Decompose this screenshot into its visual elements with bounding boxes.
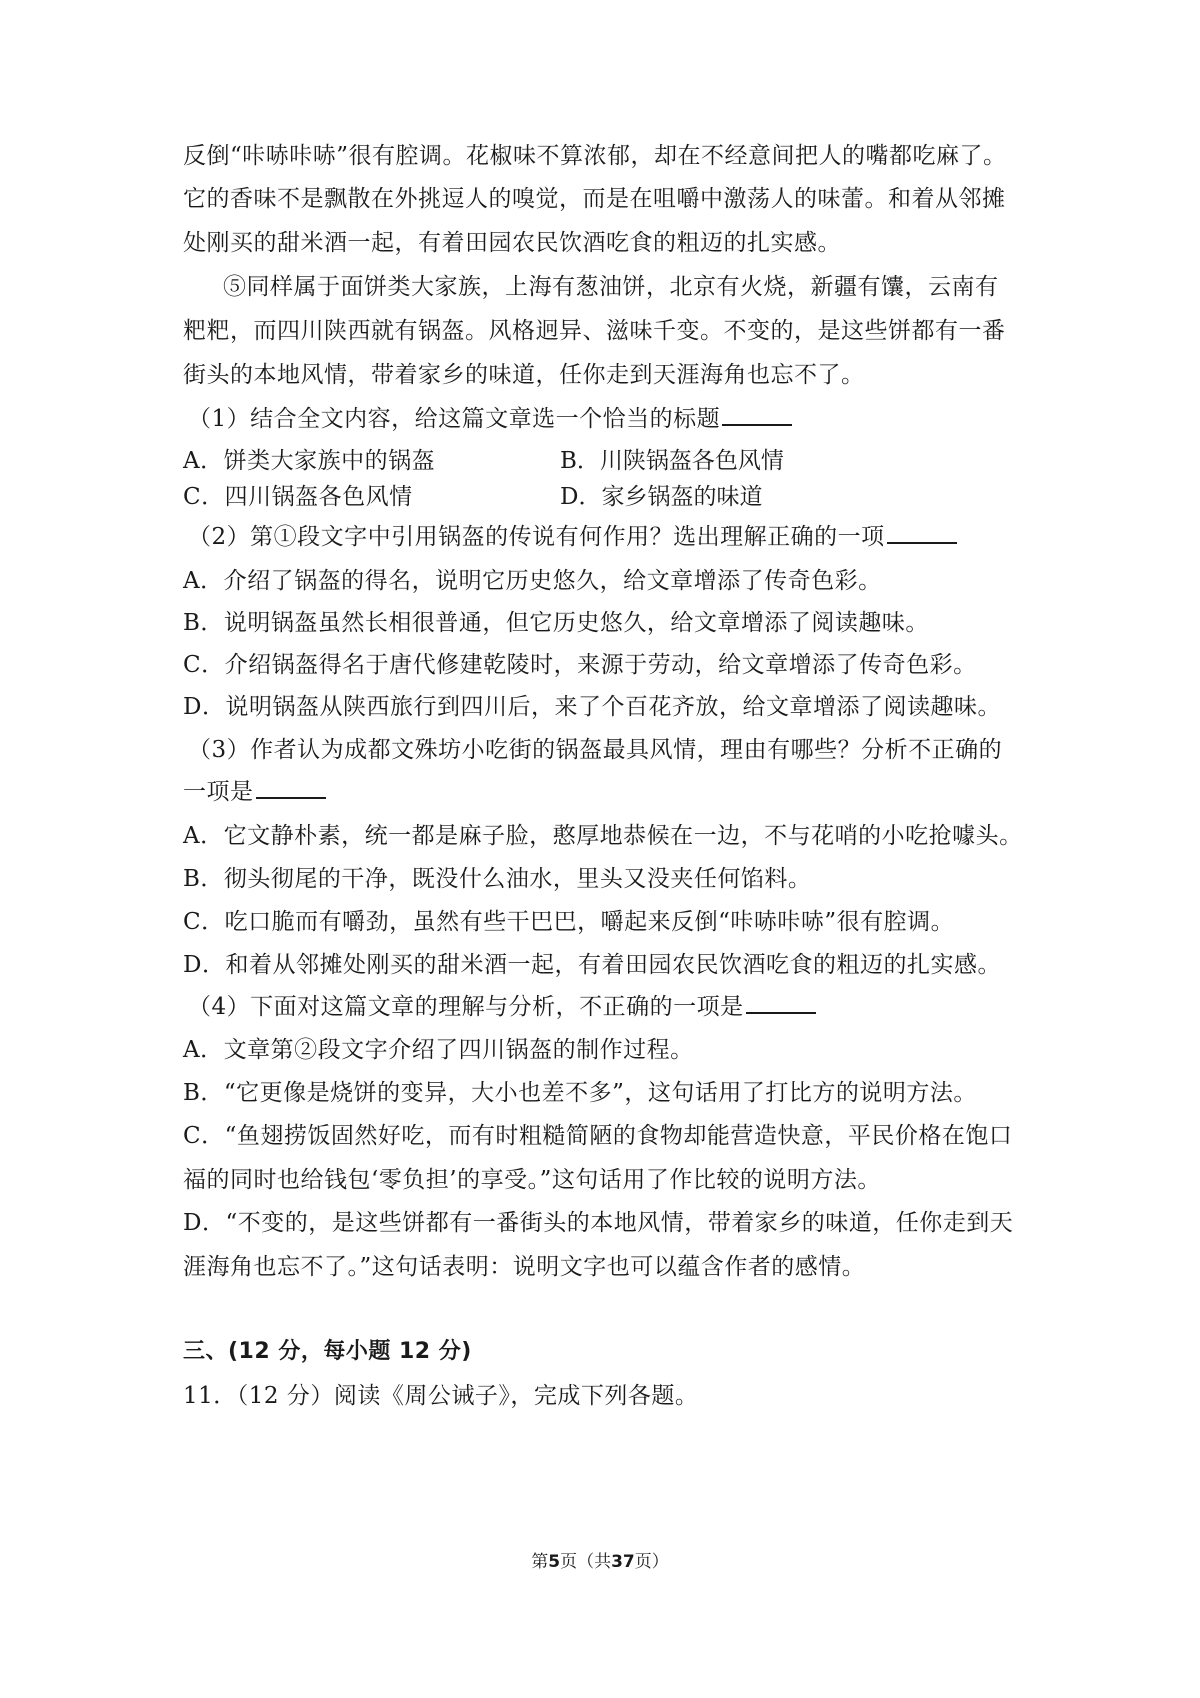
passage-line: 街头的本地风情，带着家乡的味道，任你走到天涯海角也忘不了。 <box>183 362 865 388</box>
q1-option-c: C．四川锅盔各色风情 <box>183 484 413 510</box>
answer-blank[interactable] <box>887 520 957 544</box>
passage-line: 粑粑，而四川陕西就有锅盔。风格迥异、滋味千变。不变的，是这些饼都有一番 <box>183 318 1006 344</box>
q4-option-c-cont: 福的同时也给钱包‘零负担’的享受。”这句话用了作比较的说明方法。 <box>183 1167 881 1193</box>
q1-option-b: B．川陕锅盔各色风情 <box>560 448 784 474</box>
question-3-stem: （3）作者认为成都文殊坊小吃街的锅盔最具风情，理由有哪些？分析不正确的 <box>188 737 1003 763</box>
q1-option-d: D．家乡锅盔的味道 <box>560 484 763 510</box>
q4-option-a: A．文章第②段文字介绍了四川锅盔的制作过程。 <box>183 1037 694 1063</box>
q4-option-b: B．“它更像是烧饼的变异，大小也差不多”，这句话用了打比方的说明方法。 <box>183 1080 977 1106</box>
passage-line: 处刚买的甜米酒一起，有着田园农民饮酒吃食的粗迈的扎实感。 <box>183 230 841 256</box>
answer-blank[interactable] <box>256 775 326 799</box>
question-1-stem: （1）结合全文内容，给这篇文章选一个恰当的标题 <box>188 401 792 437</box>
q2-option-d: D．说明锅盔从陕西旅行到四川后，来了个百花齐放，给文章增添了阅读趣味。 <box>183 694 1001 720</box>
page-footer: 第5页（共37页） <box>531 1552 669 1572</box>
q4-option-d-cont: 涯海角也忘不了。”这句话表明：说明文字也可以蕴含作者的感情。 <box>183 1254 866 1280</box>
q2-option-c: C．介绍锅盔得名于唐代修建乾陵时，来源于劳动，给文章增添了传奇色彩。 <box>183 652 977 678</box>
section-heading: 三、(12 分，每小题 12 分) <box>183 1339 472 1364</box>
q2-option-a: A．介绍了锅盔的得名，说明它历史悠久，给文章增添了传奇色彩。 <box>183 568 882 594</box>
q4-option-d: D．“不变的，是这些饼都有一番街头的本地风情，带着家乡的味道，任你走到天 <box>183 1210 1014 1236</box>
q3-option-d: D．和着从邻摊处刚买的甜米酒一起，有着田园农民饮酒吃食的粗迈的扎实感。 <box>183 952 1001 978</box>
q3-option-b: B．彻头彻尾的干净，既没什么油水，里头又没夹任何馅料。 <box>183 866 812 892</box>
q3-option-c: C．吃口脆而有嚼劲，虽然有些干巴巴，嚼起来反倒“咔哧咔哧”很有腔调。 <box>183 909 955 935</box>
passage-line: 反倒“咔哧咔哧”很有腔调。花椒味不算浓郁，却在不经意间把人的嘴都吃麻了。 <box>183 143 1007 169</box>
page-number: 5 <box>548 1552 561 1572</box>
q3-option-a: A．它文静朴素，统一都是麻子脸，憨厚地恭候在一边，不与花哨的小吃抢噱头。 <box>183 823 1023 849</box>
q4-option-c: C．“鱼翅捞饭固然好吃，而有时粗糙简陋的食物却能营造快意，平民价格在饱口 <box>183 1123 1013 1149</box>
question-3-stem-cont: 一项是 <box>183 774 326 810</box>
answer-blank[interactable] <box>746 990 816 1014</box>
q2-option-b: B．说明锅盔虽然长相很普通，但它历史悠久，给文章增添了阅读趣味。 <box>183 610 929 636</box>
passage-line: 它的香味不是飘散在外挑逗人的嗅觉，而是在咀嚼中激荡人的味蕾。和着从邻摊 <box>183 186 1006 212</box>
page-total: 37 <box>611 1552 635 1572</box>
question-4-stem: （4）下面对这篇文章的理解与分析，不正确的一项是 <box>188 989 816 1025</box>
q1-option-a: A．饼类大家族中的锅盔 <box>183 448 436 474</box>
passage-line: ⑤同样属于面饼类大家族，上海有葱油饼，北京有火烧，新疆有馕，云南有 <box>223 274 999 300</box>
question-2-stem: （2）第①段文字中引用锅盔的传说有何作用？选出理解正确的一项 <box>188 519 957 555</box>
question-11-stem: 11．（12 分）阅读《周公诫子》，完成下列各题。 <box>183 1383 699 1409</box>
answer-blank[interactable] <box>722 402 792 426</box>
